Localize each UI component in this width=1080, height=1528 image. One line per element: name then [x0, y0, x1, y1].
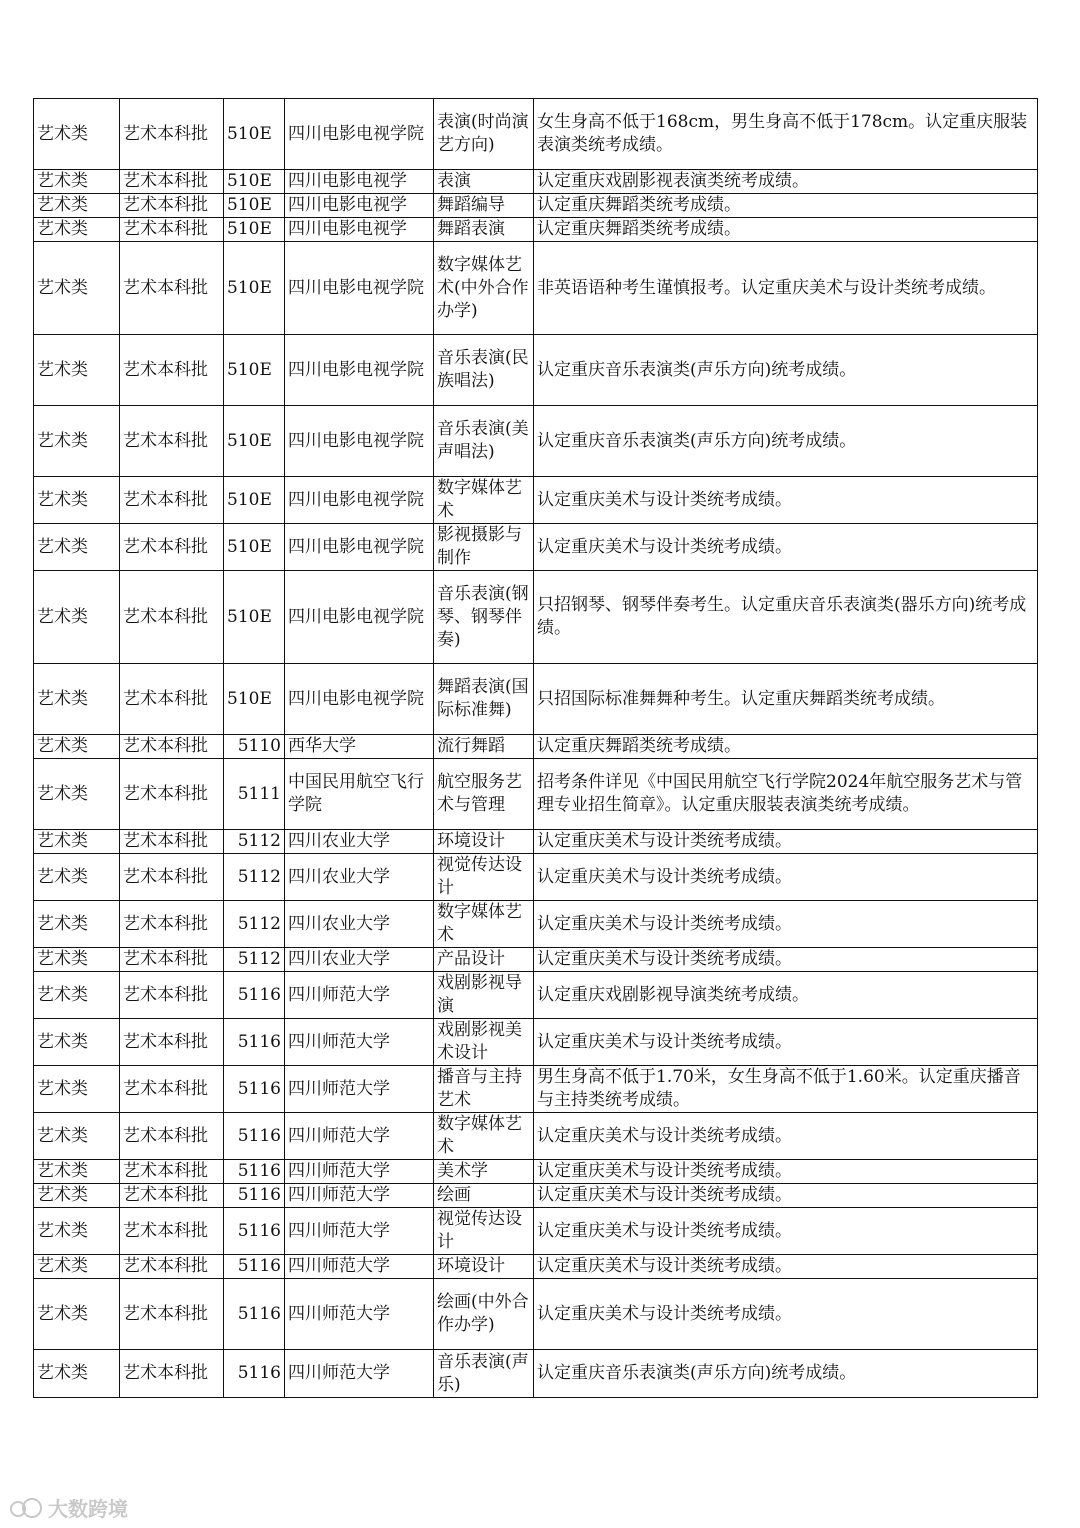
cell-note: 认定重庆美术与设计类统考成绩。: [534, 1255, 1038, 1279]
cell-batch: 艺术本科批: [120, 1255, 224, 1279]
cell-category: 艺术类: [34, 1160, 120, 1184]
cell-school-name: 四川农业大学: [285, 901, 434, 948]
cell-batch: 艺术本科批: [120, 571, 224, 664]
cell-note: 认定重庆美术与设计类统考成绩。: [534, 1019, 1038, 1066]
cell-batch: 艺术本科批: [120, 194, 224, 218]
cell-category: 艺术类: [34, 194, 120, 218]
cell-school-name: 四川电影电视学: [285, 218, 434, 242]
cell-category: 艺术类: [34, 664, 120, 735]
cell-major: 舞蹈编导: [434, 194, 534, 218]
cell-major: 音乐表演(美声唱法): [434, 406, 534, 477]
cell-major: 影视摄影与制作: [434, 524, 534, 571]
cell-school-name: 四川师范大学: [285, 1184, 434, 1208]
cell-school-code: 5116: [224, 1255, 285, 1279]
cell-school-code: 5116: [224, 1160, 285, 1184]
cell-school-code: 5112: [224, 901, 285, 948]
cell-school-name: 四川电影电视学院: [285, 335, 434, 406]
cell-school-name: 四川师范大学: [285, 1208, 434, 1255]
cell-major: 舞蹈表演(国际标准舞): [434, 664, 534, 735]
cell-batch: 艺术本科批: [120, 1184, 224, 1208]
cell-note: 认定重庆美术与设计类统考成绩。: [534, 1279, 1038, 1350]
cell-category: 艺术类: [34, 170, 120, 194]
table-row: [34, 477, 1038, 524]
table-row: [34, 830, 1038, 854]
cell-school-code: 5116: [224, 1113, 285, 1160]
cell-category: 艺术类: [34, 218, 120, 242]
table-row: [34, 571, 1038, 664]
table-row: [34, 194, 1038, 218]
cell-major: 产品设计: [434, 948, 534, 972]
cell-category: 艺术类: [34, 830, 120, 854]
table-row: [34, 854, 1038, 901]
cell-school-name: 西华大学: [285, 735, 434, 759]
cell-school-name: 四川师范大学: [285, 1160, 434, 1184]
cell-school-code: 5116: [224, 1184, 285, 1208]
cell-school-name: 四川电影电视学院: [285, 477, 434, 524]
cell-major: 表演(时尚演艺方向): [434, 99, 534, 170]
cell-note: 认定重庆戏剧影视导演类统考成绩。: [534, 972, 1038, 1019]
cell-batch: 艺术本科批: [120, 1019, 224, 1066]
cell-note: 认定重庆美术与设计类统考成绩。: [534, 901, 1038, 948]
cell-batch: 艺术本科批: [120, 1279, 224, 1350]
cell-category: 艺术类: [34, 735, 120, 759]
table-row: [34, 1113, 1038, 1160]
cell-major: 绘画: [434, 1184, 534, 1208]
cell-batch: 艺术本科批: [120, 1066, 224, 1113]
cell-school-name: 四川农业大学: [285, 854, 434, 901]
cell-note: 招考条件详见《中国民用航空飞行学院2024年航空服务艺术与管理专业招生简章》。认定重庆服装表演类统考成绩。: [534, 759, 1038, 830]
cell-major: 数字媒体艺术: [434, 1113, 534, 1160]
cell-school-code: 5116: [224, 1350, 285, 1398]
cell-note: 认定重庆美术与设计类统考成绩。: [534, 524, 1038, 571]
cell-school-name: 四川电影电视学: [285, 194, 434, 218]
cell-batch: 艺术本科批: [120, 477, 224, 524]
cell-category: 艺术类: [34, 406, 120, 477]
cell-batch: 艺术本科批: [120, 242, 224, 335]
cell-school-code: 5116: [224, 1279, 285, 1350]
cell-major: 视觉传达设计: [434, 1208, 534, 1255]
cell-note: 认定重庆美术与设计类统考成绩。: [534, 1113, 1038, 1160]
cell-note: 认定重庆美术与设计类统考成绩。: [534, 1208, 1038, 1255]
cell-note: 认定重庆美术与设计类统考成绩。: [534, 854, 1038, 901]
cell-major: 环境设计: [434, 1255, 534, 1279]
cell-category: 艺术类: [34, 571, 120, 664]
cell-major: 数字媒体艺术: [434, 901, 534, 948]
cell-school-code: 5111: [224, 759, 285, 830]
cell-school-name: 四川电影电视学院: [285, 664, 434, 735]
table-row: [34, 1160, 1038, 1184]
cell-note: 认定重庆美术与设计类统考成绩。: [534, 1160, 1038, 1184]
cell-note: 认定重庆美术与设计类统考成绩。: [534, 1184, 1038, 1208]
cell-school-code: 510E: [224, 664, 285, 735]
table-row: [34, 901, 1038, 948]
cell-school-name: 四川电影电视学院: [285, 524, 434, 571]
cell-major: 流行舞蹈: [434, 735, 534, 759]
cell-school-code: 510E: [224, 99, 285, 170]
table-row: [34, 99, 1038, 170]
table-row: [34, 1019, 1038, 1066]
cell-note: 认定重庆音乐表演类(声乐方向)统考成绩。: [534, 335, 1038, 406]
cell-note: 只招钢琴、钢琴伴奏考生。认定重庆音乐表演类(器乐方向)统考成绩。: [534, 571, 1038, 664]
cell-major: 环境设计: [434, 830, 534, 854]
cell-school-name: 四川农业大学: [285, 948, 434, 972]
table-row: [34, 218, 1038, 242]
table-row: [34, 664, 1038, 735]
cell-major: 戏剧影视导演: [434, 972, 534, 1019]
watermark-text: 大数跨境: [48, 1497, 128, 1521]
cell-school-name: 四川电影电视学院: [285, 571, 434, 664]
cell-major: 数字媒体艺术(中外合作办学): [434, 242, 534, 335]
cell-school-name: 四川电影电视学院: [285, 406, 434, 477]
cell-batch: 艺术本科批: [120, 854, 224, 901]
cell-school-name: 四川师范大学: [285, 1019, 434, 1066]
cell-batch: 艺术本科批: [120, 524, 224, 571]
cell-category: 艺术类: [34, 759, 120, 830]
cell-note: 认定重庆戏剧影视表演类统考成绩。: [534, 170, 1038, 194]
cell-batch: 艺术本科批: [120, 335, 224, 406]
admission-table: [33, 98, 1038, 1398]
cell-category: 艺术类: [34, 854, 120, 901]
cell-batch: 艺术本科批: [120, 1113, 224, 1160]
cell-major: 音乐表演(钢琴、钢琴伴奏): [434, 571, 534, 664]
cell-major: 数字媒体艺术: [434, 477, 534, 524]
cell-school-code: 510E: [224, 170, 285, 194]
cell-category: 艺术类: [34, 972, 120, 1019]
cell-major: 戏剧影视美术设计: [434, 1019, 534, 1066]
cell-school-code: 5116: [224, 1066, 285, 1113]
cell-batch: 艺术本科批: [120, 830, 224, 854]
cell-note: 认定重庆舞蹈类统考成绩。: [534, 218, 1038, 242]
cell-major: 音乐表演(声乐): [434, 1350, 534, 1398]
cell-school-name: 四川师范大学: [285, 972, 434, 1019]
cell-major: 视觉传达设计: [434, 854, 534, 901]
table-row: [34, 335, 1038, 406]
cell-batch: 艺术本科批: [120, 735, 224, 759]
cell-school-name: 四川农业大学: [285, 830, 434, 854]
cell-category: 艺术类: [34, 1066, 120, 1113]
watermark: [10, 1493, 128, 1522]
cell-category: 艺术类: [34, 242, 120, 335]
cell-school-code: 510E: [224, 242, 285, 335]
cell-note: 认定重庆舞蹈类统考成绩。: [534, 194, 1038, 218]
cell-batch: 艺术本科批: [120, 972, 224, 1019]
cell-school-code: 510E: [224, 477, 285, 524]
cell-category: 艺术类: [34, 948, 120, 972]
cell-school-name: 四川师范大学: [285, 1113, 434, 1160]
cell-batch: 艺术本科批: [120, 99, 224, 170]
table-row: [34, 735, 1038, 759]
cell-batch: 艺术本科批: [120, 1350, 224, 1398]
cell-major: 表演: [434, 170, 534, 194]
cell-batch: 艺术本科批: [120, 218, 224, 242]
cell-note: 只招国际标准舞舞种考生。认定重庆舞蹈类统考成绩。: [534, 664, 1038, 735]
table-row: [34, 948, 1038, 972]
table-row: [34, 1255, 1038, 1279]
cell-batch: 艺术本科批: [120, 170, 224, 194]
cell-category: 艺术类: [34, 1184, 120, 1208]
cell-school-name: 四川师范大学: [285, 1279, 434, 1350]
cell-batch: 艺术本科批: [120, 759, 224, 830]
cell-category: 艺术类: [34, 1113, 120, 1160]
table-row: [34, 170, 1038, 194]
logo-circles-icon: [10, 1498, 44, 1518]
cell-note: 非英语语种考生谨慎报考。认定重庆美术与设计类统考成绩。: [534, 242, 1038, 335]
cell-school-code: 5112: [224, 830, 285, 854]
cell-school-code: 5112: [224, 948, 285, 972]
cell-note: 认定重庆美术与设计类统考成绩。: [534, 830, 1038, 854]
cell-school-code: 510E: [224, 218, 285, 242]
cell-school-code: 5116: [224, 1019, 285, 1066]
cell-major: 播音与主持艺术: [434, 1066, 534, 1113]
table-row: [34, 1066, 1038, 1113]
table-row: [34, 524, 1038, 571]
cell-major: 航空服务艺术与管理: [434, 759, 534, 830]
cell-category: 艺术类: [34, 901, 120, 948]
cell-school-code: 510E: [224, 524, 285, 571]
cell-category: 艺术类: [34, 335, 120, 406]
cell-school-code: 510E: [224, 194, 285, 218]
cell-category: 艺术类: [34, 524, 120, 571]
cell-major: 音乐表演(民族唱法): [434, 335, 534, 406]
cell-category: 艺术类: [34, 1019, 120, 1066]
cell-school-code: 510E: [224, 406, 285, 477]
cell-school-name: 中国民用航空飞行学院: [285, 759, 434, 830]
table-row: [34, 1208, 1038, 1255]
cell-note: 女生身高不低于168cm，男生身高不低于178cm。认定重庆服装表演类统考成绩。: [534, 99, 1038, 170]
table-row: [34, 1279, 1038, 1350]
cell-school-name: 四川师范大学: [285, 1255, 434, 1279]
cell-major: 美术学: [434, 1160, 534, 1184]
cell-school-name: 四川电影电视学: [285, 170, 434, 194]
cell-category: 艺术类: [34, 99, 120, 170]
cell-school-code: 510E: [224, 335, 285, 406]
cell-school-code: 5116: [224, 1208, 285, 1255]
cell-batch: 艺术本科批: [120, 664, 224, 735]
cell-batch: 艺术本科批: [120, 901, 224, 948]
cell-note: 认定重庆美术与设计类统考成绩。: [534, 948, 1038, 972]
table-row: [34, 242, 1038, 335]
table-row: [34, 759, 1038, 830]
cell-school-code: 5112: [224, 854, 285, 901]
cell-school-name: 四川师范大学: [285, 1066, 434, 1113]
table-row: [34, 406, 1038, 477]
cell-note: 认定重庆舞蹈类统考成绩。: [534, 735, 1038, 759]
cell-school-code: 5116: [224, 972, 285, 1019]
cell-batch: 艺术本科批: [120, 948, 224, 972]
cell-note: 男生身高不低于1.70米，女生身高不低于1.60米。认定重庆播音与主持类统考成绩。: [534, 1066, 1038, 1113]
cell-note: 认定重庆美术与设计类统考成绩。: [534, 477, 1038, 524]
cell-category: 艺术类: [34, 1208, 120, 1255]
cell-school-name: 四川师范大学: [285, 1350, 434, 1398]
cell-school-name: 四川电影电视学院: [285, 242, 434, 335]
table-row: [34, 1350, 1038, 1398]
cell-batch: 艺术本科批: [120, 406, 224, 477]
table-row: [34, 1184, 1038, 1208]
cell-note: 认定重庆音乐表演类(声乐方向)统考成绩。: [534, 406, 1038, 477]
cell-major: 绘画(中外合作办学): [434, 1279, 534, 1350]
cell-school-code: 5110: [224, 735, 285, 759]
table-row: [34, 972, 1038, 1019]
cell-category: 艺术类: [34, 477, 120, 524]
cell-batch: 艺术本科批: [120, 1208, 224, 1255]
cell-category: 艺术类: [34, 1279, 120, 1350]
cell-batch: 艺术本科批: [120, 1160, 224, 1184]
cell-school-name: 四川电影电视学院: [285, 99, 434, 170]
cell-category: 艺术类: [34, 1350, 120, 1398]
cell-school-code: 510E: [224, 571, 285, 664]
cell-major: 舞蹈表演: [434, 218, 534, 242]
cell-note: 认定重庆音乐表演类(声乐方向)统考成绩。: [534, 1350, 1038, 1398]
cell-category: 艺术类: [34, 1255, 120, 1279]
